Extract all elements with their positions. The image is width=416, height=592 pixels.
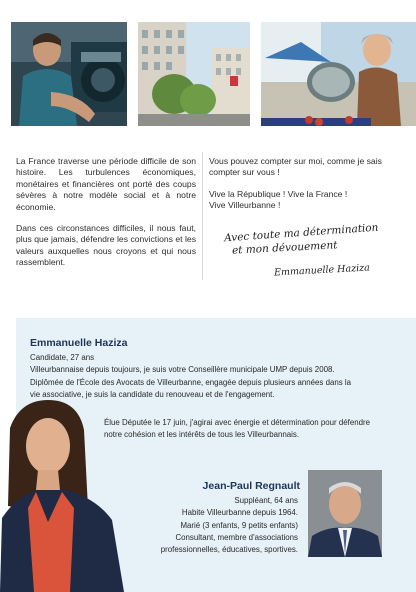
substitute-portrait xyxy=(308,470,382,557)
column-divider xyxy=(202,152,203,280)
signature-line: et mon dévouement xyxy=(231,239,338,257)
photo-market-woman xyxy=(261,22,416,126)
photo-industrial-worker xyxy=(11,22,127,126)
substitute-bio xyxy=(98,495,298,556)
substitute-name: Jean-Paul Regnault xyxy=(202,480,300,492)
bio-line: Diplômée de l'École des Avocats de Villeurbanne, engagée depuis plusieurs années dans la xyxy=(30,377,352,387)
letter-paragraph: Vive la République ! Vive la France ! Vive Villeurbanne ! xyxy=(209,188,348,211)
candidate-bio xyxy=(30,352,400,401)
bio-line: vie associative, je suis la candidate du renouveau et de l'engagement. xyxy=(30,389,275,399)
signature-line: Avec toute ma détermination xyxy=(223,221,379,245)
pledge-line: Élue Députée le 17 juin, j'agirai avec énergie et détermination pour défendre xyxy=(104,418,371,427)
letter-right-column xyxy=(209,156,399,222)
bio-line: Candidate, 27 ans xyxy=(30,353,95,362)
bio-line: professionnelles, éducatives, sportives. xyxy=(160,545,298,555)
signature-name: Emmanuelle Haziza xyxy=(273,262,371,279)
bio-line: Consultant, membre d'associations xyxy=(175,532,298,542)
candidate-name: Emmanuelle Haziza xyxy=(30,337,128,349)
letter-paragraph: La France traverse une période difficile de son histoire. Les turbulences économiques, monétaires et financières ont porté des coups sévères à notre modèle social et à notre économie. xyxy=(16,156,196,212)
candidate-pledge xyxy=(104,417,389,442)
pledge-line: notre cohésion et les intérêts de tous les Villeurbannais. xyxy=(104,430,300,440)
letter-paragraph: Dans ces circonstances difficiles, il nous faut, plus que jamais, défendre les convictions et les valeurs auxquelles nous croyons et qui nous rassemblent. xyxy=(16,223,196,268)
letter-left-column xyxy=(16,156,196,279)
letter-paragraph: Vous pouvez compter sur moi, comme je sais compter sur vous ! xyxy=(209,156,382,178)
bio-line: Habite Villeurbanne depuis 1964. xyxy=(181,508,298,518)
bio-line: Marié (3 enfants, 9 petits enfants) xyxy=(180,520,298,530)
photo-city-buildings xyxy=(138,22,250,126)
bio-line: Villeurbannaise depuis toujours, je suis votre Conseillère municipale UMP depuis 2008. xyxy=(30,365,335,375)
bio-line: Suppléant, 64 ans xyxy=(234,496,298,505)
